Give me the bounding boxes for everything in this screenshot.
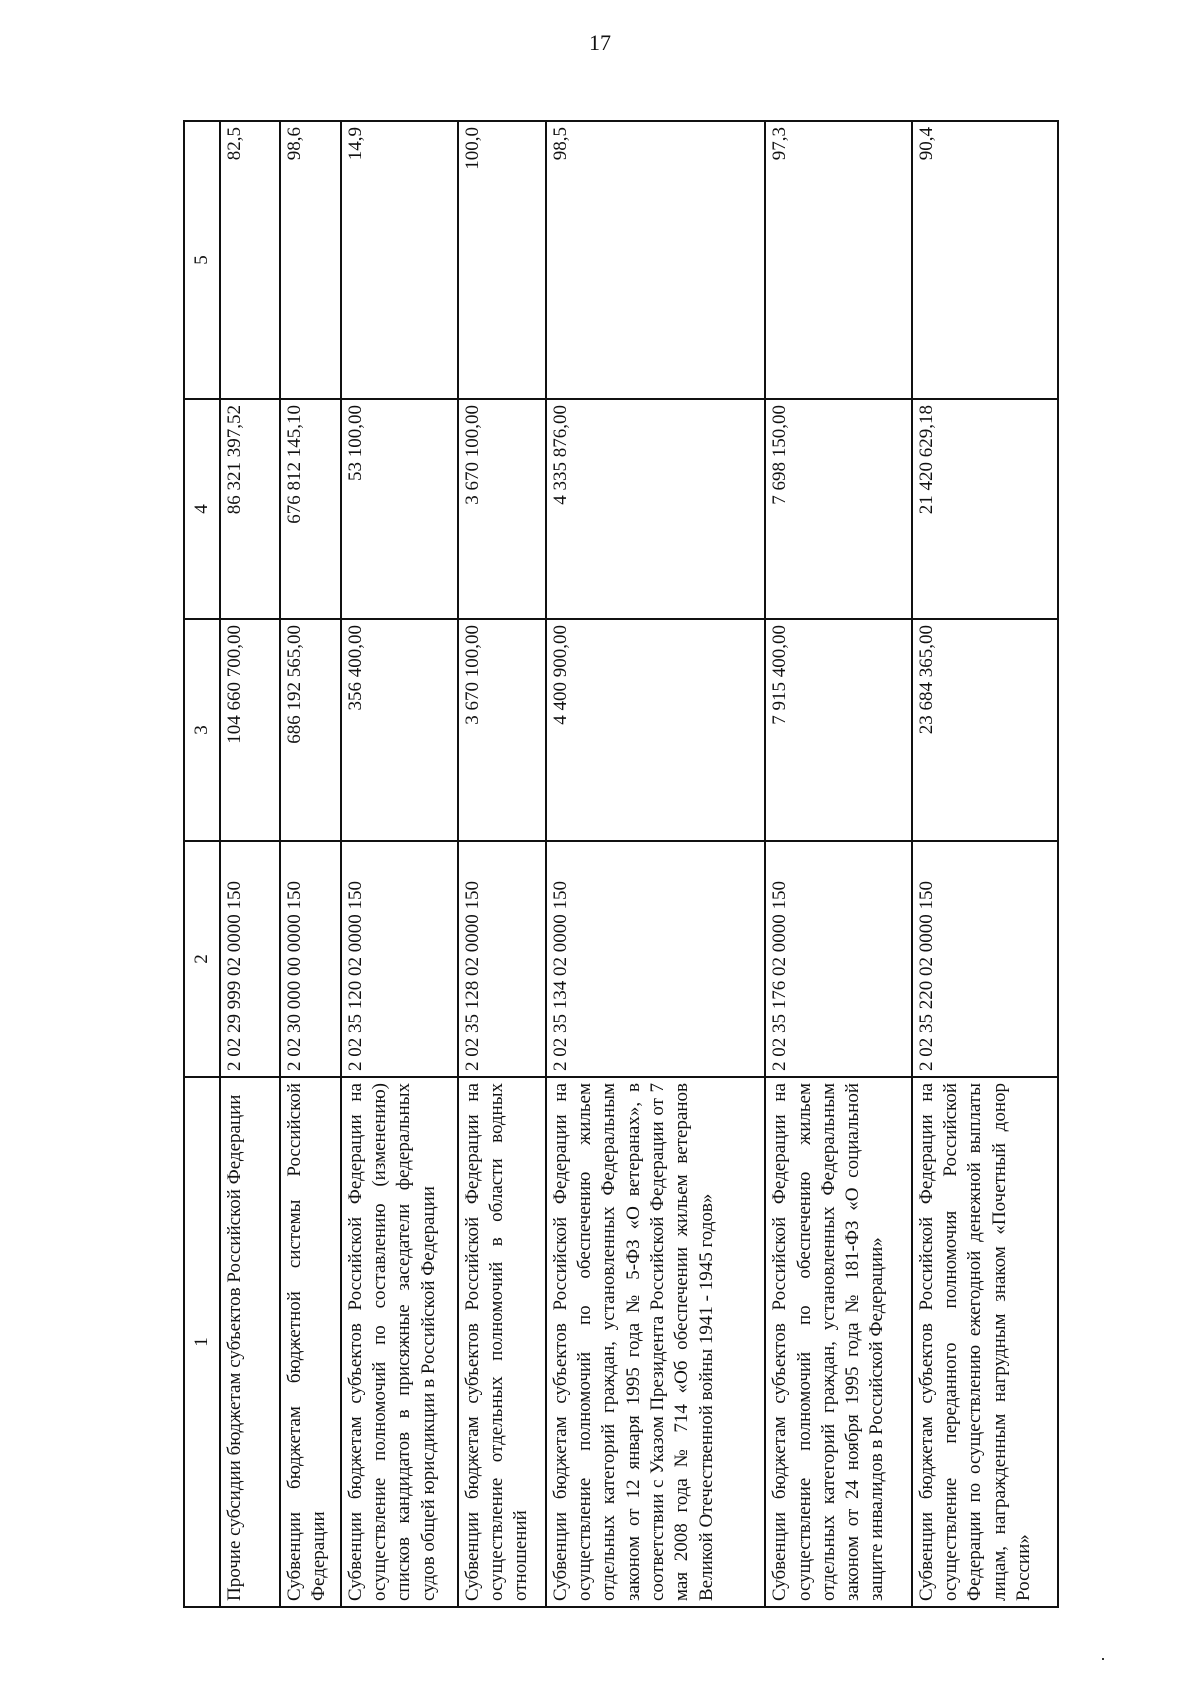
- header-cell-5: 5: [184, 121, 220, 399]
- row-plan: 686 192 565,00: [280, 619, 341, 841]
- budget-table: [183, 120, 1059, 1608]
- row-actual: 21 420 629,18: [912, 399, 1058, 619]
- table-row: [765, 121, 911, 1607]
- row-code: 2 02 35 120 02 0000 150: [341, 841, 458, 1077]
- row-plan: 356 400,00: [341, 619, 458, 841]
- row-code: 2 02 35 176 02 0000 150: [765, 841, 911, 1077]
- table-row: [341, 121, 458, 1607]
- row-actual: 3 670 100,00: [458, 399, 546, 619]
- row-actual: 53 100,00: [341, 399, 458, 619]
- row-code: 2 02 30 000 00 0000 150: [280, 841, 341, 1077]
- row-actual: 4 335 876,00: [546, 399, 766, 619]
- row-percent: 14,9: [341, 121, 458, 399]
- row-actual: 86 321 397,52: [220, 399, 281, 619]
- header-cell-4: 4: [184, 399, 220, 619]
- row-percent: 98,5: [546, 121, 766, 399]
- row-plan: 23 684 365,00: [912, 619, 1058, 841]
- row-actual: 7 698 150,00: [765, 399, 911, 619]
- table-row: [546, 121, 766, 1607]
- row-code: 2 02 29 999 02 0000 150: [220, 841, 281, 1077]
- header-cell-3: 3: [184, 619, 220, 841]
- row-name: Прочие субсидии бюджетам субъектов Российской Федерации: [220, 1077, 281, 1607]
- table-row: [280, 121, 341, 1607]
- table-row: [458, 121, 546, 1607]
- row-plan: 3 670 100,00: [458, 619, 546, 841]
- row-code: 2 02 35 134 02 0000 150: [546, 841, 766, 1077]
- row-name: Субвенции бюджетам субъектов Российской Федерации на осуществление полномочий по составлению (изменению) списков кандидатов в присяжные заседатели федеральных судов общей юрисдикции в Российской Федерации: [341, 1077, 458, 1607]
- header-row: [184, 121, 220, 1607]
- row-percent: 82,5: [220, 121, 281, 399]
- header-cell-1: 1: [184, 1077, 220, 1607]
- row-percent: 97,3: [765, 121, 911, 399]
- row-plan: 7 915 400,00: [765, 619, 911, 841]
- header-cell-2: 2: [184, 841, 220, 1077]
- table-row: [220, 121, 281, 1607]
- row-name: Субвенции бюджетам бюджетной системы Российской Федерации: [280, 1077, 341, 1607]
- row-name: Субвенции бюджетам субъектов Российской Федерации на осуществление отдельных полномочий в области водных отношений: [458, 1077, 546, 1607]
- scan-speck: [1102, 1658, 1104, 1660]
- row-plan: 4 400 900,00: [546, 619, 766, 841]
- row-percent: 90,4: [912, 121, 1058, 399]
- row-name: Субвенции бюджетам субъектов Российской Федерации на осуществление полномочий по обеспечению жильем отдельных категорий граждан, установленных Федеральным законом от 12 января 1995 года № 5-ФЗ «О ветеранах», в соответствии с Указом Президента Российской Федерации от 7 мая 2008 года № 714 «Об обеспечении жильем ветеранов Великой Отечественной войны 1941 - 1945 годов»: [546, 1077, 766, 1607]
- row-plan: 104 660 700,00: [220, 619, 281, 841]
- row-code: 2 02 35 128 02 0000 150: [458, 841, 546, 1077]
- row-code: 2 02 35 220 02 0000 150: [912, 841, 1058, 1077]
- row-name: Субвенции бюджетам субъектов Российской Федерации на осуществление переданного полномочия Российской Федерации по осуществлению ежегодной денежной выплаты лицам, награжденным нагрудным знаком «Почетный донор России»: [912, 1077, 1058, 1607]
- page-number: 17: [589, 30, 611, 55]
- table-row: [912, 121, 1058, 1607]
- row-percent: 100,0: [458, 121, 546, 399]
- rotated-table-container: [183, 122, 1059, 1608]
- row-percent: 98,6: [280, 121, 341, 399]
- row-actual: 676 812 145,10: [280, 399, 341, 619]
- row-name: Субвенции бюджетам субъектов Российской Федерации на осуществление полномочий по обеспечению жильем отдельных категорий граждан, установленных Федеральным законом от 24 ноября 1995 года № 181-ФЗ «О социальной защите инвалидов в Российской Федерации»: [765, 1077, 911, 1607]
